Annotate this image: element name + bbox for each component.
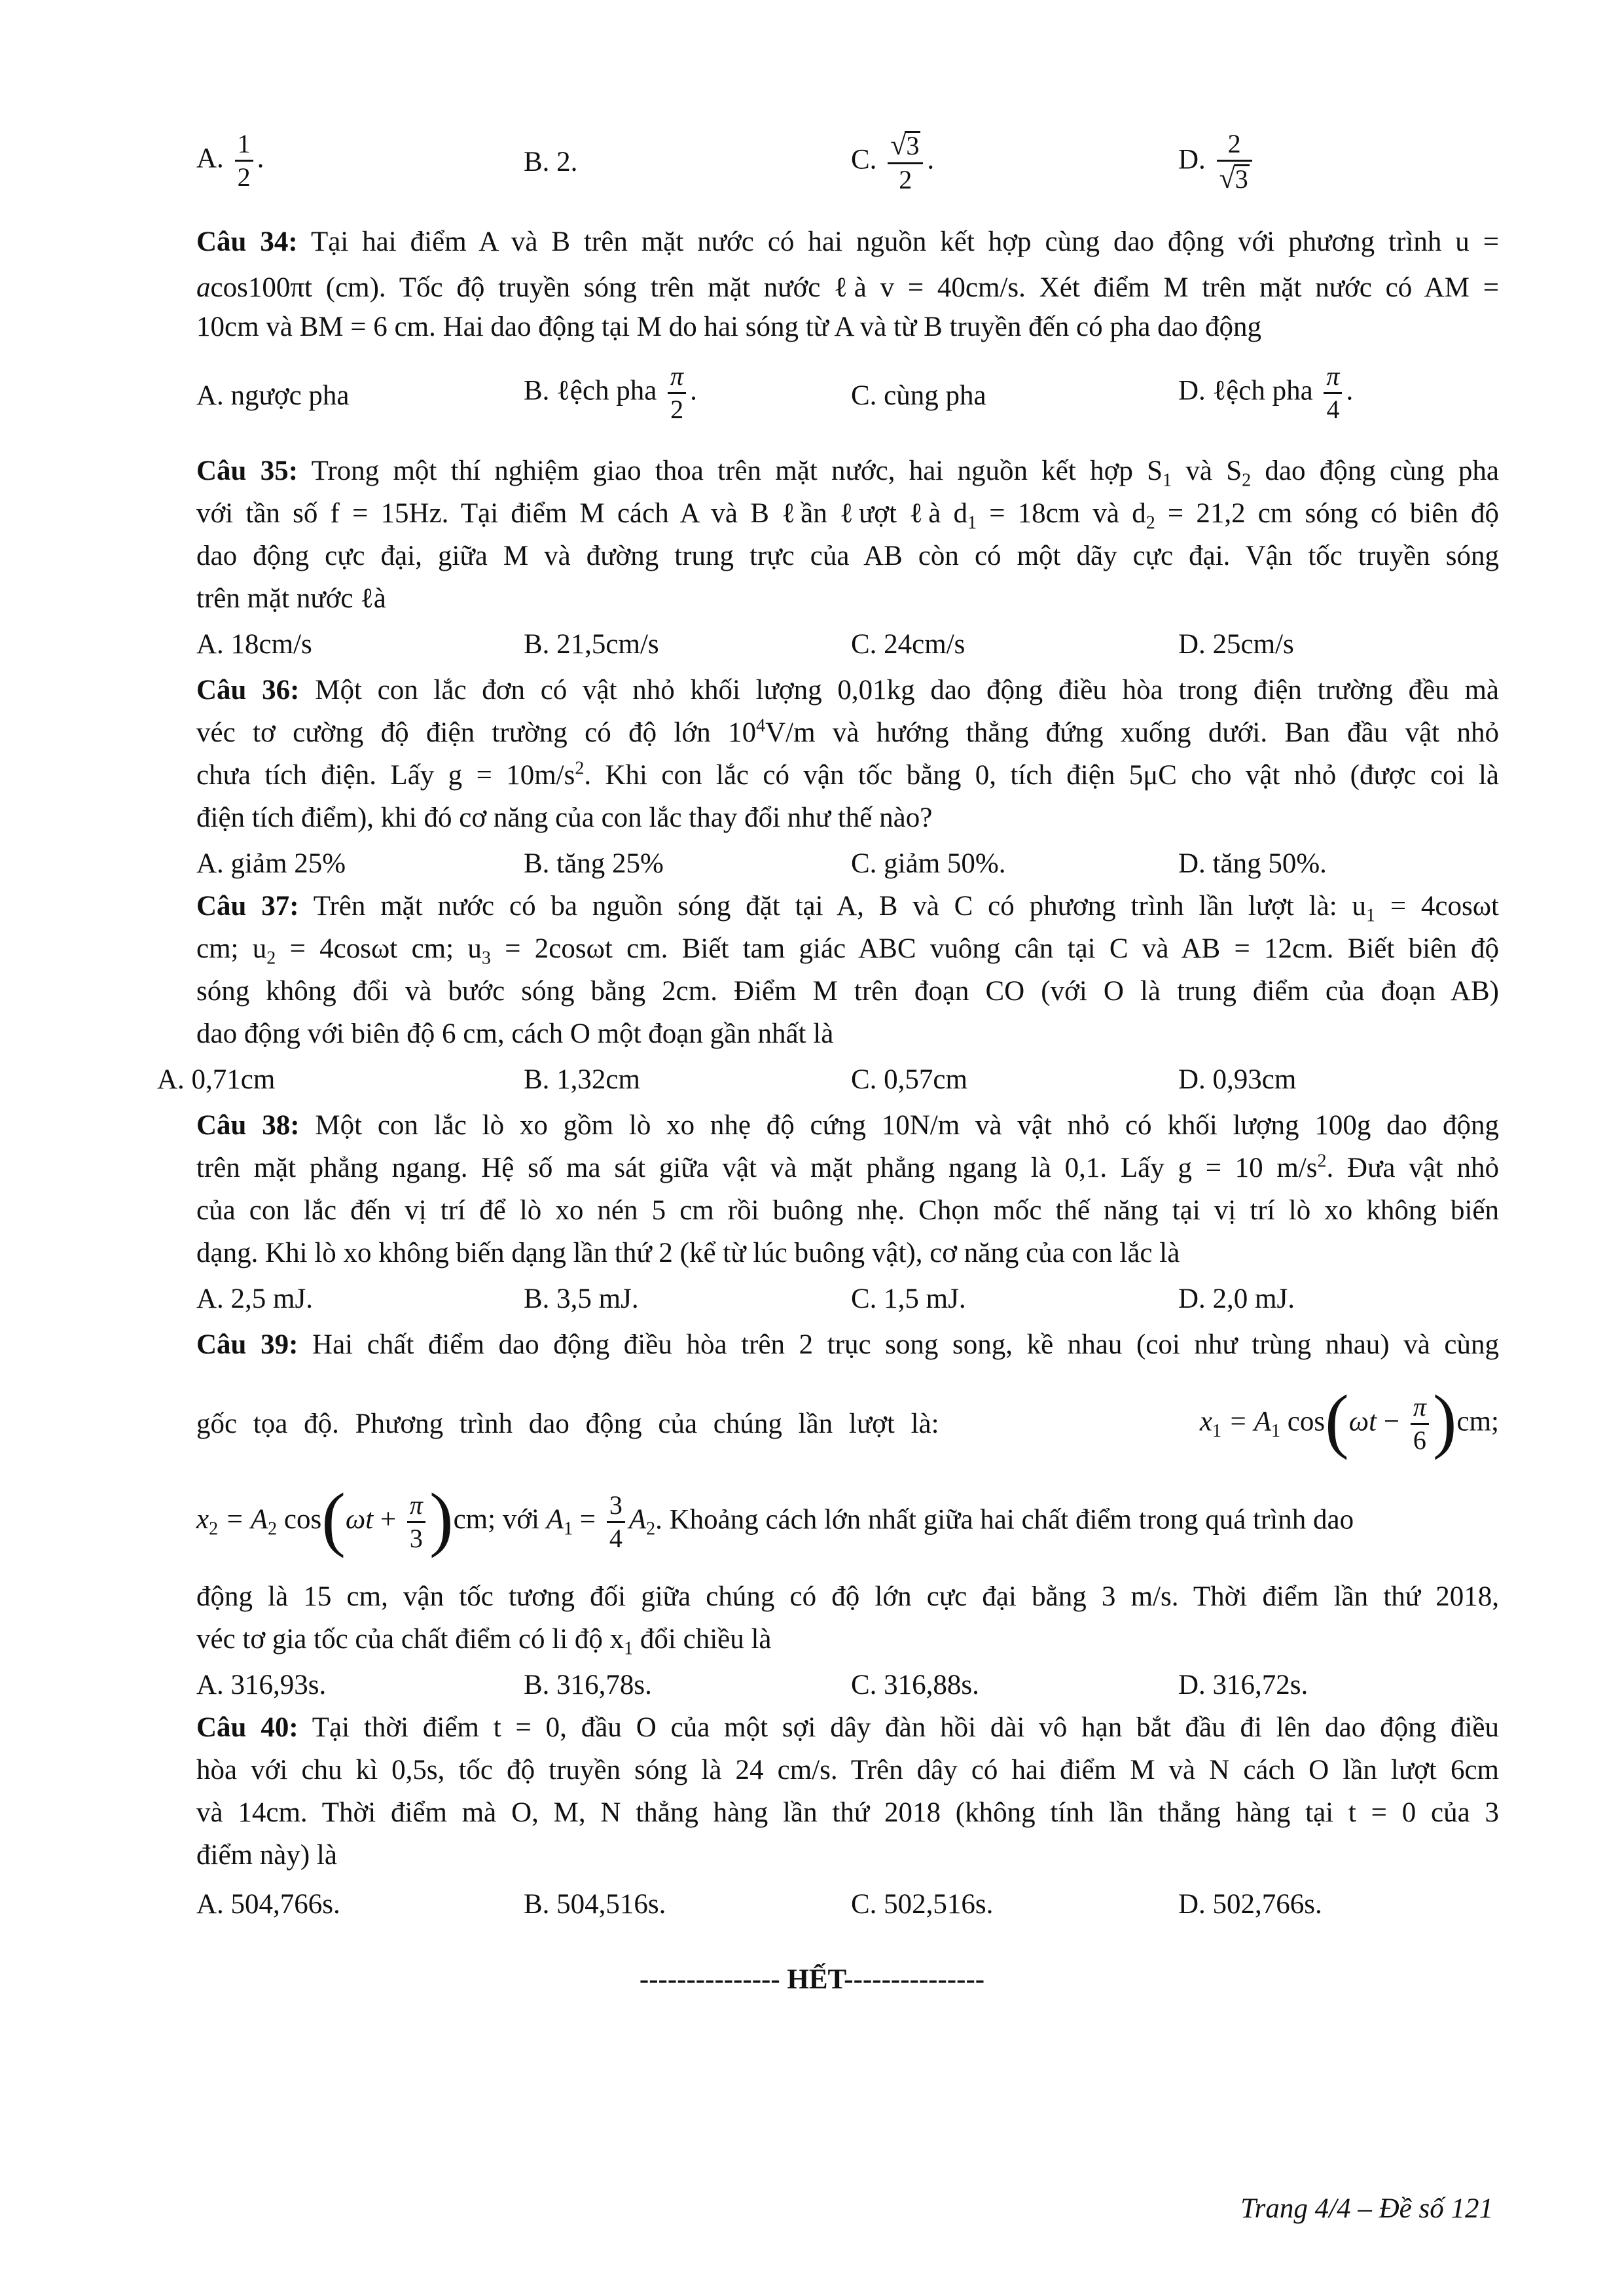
q38-line-4: dạng. Khi lò xo không biến dạng lần thứ 2 (kể từ lúc buông vật), cơ năng của con lắc là: [196, 1238, 1180, 1268]
q39-option-c: C. 316,88s.: [851, 1670, 979, 1700]
q38-line-2: trên mặt phẳng ngang. Hệ số ma sát giữa vật và mặt phẳng ngang là 0,1. Lấy g = 10 $m/s^2$. Đưa vật nhỏ: [196, 1151, 1499, 1183]
q33-option-d: D. $\frac{2}{√3}$: [1178, 131, 1256, 193]
q36-option-b: B. tăng 25%: [524, 848, 664, 879]
q35-line-3: dao động cực đại, giữa M và đường trung trực của AB còn có một dãy cực đại. Vận tốc truyền sóng: [196, 541, 1499, 571]
q38-option-d: D. 2,0 mJ.: [1178, 1283, 1295, 1314]
q39-option-b: B. 316,78s.: [524, 1670, 652, 1700]
q34-option-a: A. ngược pha: [196, 380, 350, 411]
q37-line-2: cm; $u_2 = 4\cos\omega t$ cm; $u_3 = 2\cos\omega t$ cm. Biết tam giác ABC vuông cân tại C và AB = 12cm. Biết biên độ: [196, 933, 1499, 969]
q35-line-4: trên mặt nước ℓà: [196, 583, 386, 614]
q36-line-2: véc tơ cường độ điện trường có độ lớn $10^4V/m$ và hướng thẳng đứng xuống dưới. Ban đầu vật nhỏ: [196, 715, 1499, 748]
page-footer: Trang 4/4 – Đề số 121: [1240, 2193, 1493, 2224]
q37-option-b: B. 1,32cm: [524, 1064, 640, 1095]
q39-equation-x2: $x_2 = A_2$ cos(ωt + $\frac{\pi}{3}$ )cm; với: [196, 1478, 540, 1558]
q38-line-3: của con lắc đến vị trí để lò xo nén 5 cm rồi buông nhẹ. Chọn mốc thế năng tại vị trí lò xo không biến: [196, 1195, 1499, 1226]
q37-line-4: dao động với biên độ 6 cm, cách O một đoạn gần nhất là: [196, 1018, 834, 1049]
q36-option-c: C. giảm 50%.: [851, 848, 1006, 879]
q40-option-c: C. 502,516s.: [851, 1889, 994, 1920]
q40-line-3: và 14cm. Thời điểm mà O, M, N thẳng hàng lần thứ 2018 (không tính lần thẳng hàng tại t = 0 của 3: [196, 1797, 1499, 1828]
q36-option-a: A. giảm 25%: [196, 848, 346, 879]
q38-option-b: B. 3,5 mJ.: [524, 1283, 639, 1314]
q37-line-1: Câu 37: Trên mặt nước có ba nguồn sóng đặt tại A, B và C có phương trình lần lượt là: $u_1 = 4\cos\omega t$: [196, 891, 1499, 926]
q40-line-4: điểm này) là: [196, 1840, 337, 1871]
q35-line-2: với tần số f = 15Hz. Tại điểm M cách A và B ℓần ℓượt ℓà $d_1 = 18cm$ và $d_2 = 21,2$ cm sóng có biên độ: [196, 498, 1499, 533]
q37-line-3: sóng không đổi và bước sóng bằng 2cm. Điểm M trên đoạn CO (với O là trung điểm của đoạn AB): [196, 976, 1499, 1007]
q39-line-5: véc tơ gia tốc của chất điểm có li độ $x_1$ đổi chiều là: [196, 1624, 772, 1659]
q37-option-d: D. 0,93cm: [1178, 1064, 1297, 1095]
q38-line-1: Câu 38: Một con lắc lò xo gồm lò xo nhẹ độ cứng 10N/m và vật nhỏ có khối lượng 100g dao động: [196, 1110, 1500, 1141]
q39-option-a: A. 316,93s.: [196, 1670, 327, 1700]
q34-option-b: B. ℓệch pha $\frac{\pi}{2}$ .: [524, 361, 697, 424]
q39-equation-x1: $x_1 = A_1$ cos(ωt − $\frac{\pi}{6}$ )cm;: [1199, 1380, 1499, 1460]
q40-line-1: Câu 40: Tại thời điểm t = 0, đầu O của một sợi dây đàn hồi dài vô hạn bắt đầu đi lên dao động điều: [196, 1712, 1499, 1743]
q37-option-a: A. 0,71cm: [157, 1064, 276, 1095]
q34-line-3: 10cm và BM = 6 cm. Hai dao động tại M do hai sóng từ A và từ B truyền đến có pha dao động: [196, 312, 1261, 342]
q39-amplitude-ratio: $A_1$ = $\frac{3}{4}$ $A_2$: [546, 1490, 656, 1553]
q39-line-3: $x_2 = A_2$ cos(ωt + $\frac{\pi}{3}$ )cm; với $A_1$ = $\frac{3}{4}$ $A_2$. Khoảng cách lớn nhất giữa hai chất điểm trong quá trình dao: [196, 1478, 1354, 1558]
q39-option-d: D. 316,72s.: [1178, 1670, 1308, 1700]
q34-option-c: C. cùng pha: [851, 380, 986, 411]
q39-line-1: Câu 39: Hai chất điểm dao động điều hòa trên 2 trục song song, kề nhau (coi như trùng nhau) và cùng: [196, 1329, 1499, 1360]
q33-option-b: B. 2.: [524, 147, 578, 177]
q36-line-4: điện tích điểm), khi đó cơ năng của con lắc thay đổi như thế nào?: [196, 802, 933, 833]
q33-option-c: C. $\frac{√3}{2}$ .: [851, 129, 935, 194]
q35-line-1: Câu 35: Trong một thí nghiệm giao thoa trên mặt nước, hai nguồn kết hợp $S_1$ và $S_2$ dao động cùng pha: [196, 456, 1499, 491]
q36-option-d: D. tăng 50%.: [1178, 848, 1327, 879]
q40-option-a: A. 504,766s.: [196, 1889, 340, 1920]
q35-option-c: C. 24cm/s: [851, 629, 965, 660]
q36-line-1: Câu 36: Một con lắc đơn có vật nhỏ khối lượng 0,01kg dao động điều hòa trong điện trường đều mà: [196, 675, 1500, 706]
q35-option-b: B. 21,5cm/s: [524, 629, 659, 660]
q35-option-d: D. 25cm/s: [1178, 629, 1294, 660]
q37-option-c: C. 0,57cm: [851, 1064, 967, 1095]
q39-line-4: động là 15 cm, vận tốc tương đối giữa chúng có độ lớn cực đại bằng 3 m/s. Thời điểm lần thứ 2018,: [196, 1581, 1499, 1612]
q35-option-a: A. 18cm/s: [196, 629, 312, 660]
q33-option-a: A. $\frac{1}{2}$ .: [196, 129, 264, 192]
q40-line-2: hòa với chu kì 0,5s, tốc độ truyền sóng là 24 cm/s. Trên dây có hai điểm M và N cách O lần lượt 6cm: [196, 1755, 1499, 1785]
q38-option-c: C. 1,5 mJ.: [851, 1283, 966, 1314]
q36-line-3: chưa tích điện. Lấy $g = 10m/s^2$. Khi con lắc có vận tốc bằng 0, tích điện 5μC cho vật nhỏ (được coi là: [196, 758, 1499, 791]
q40-option-b: B. 504,516s.: [524, 1889, 666, 1920]
q39-line-2: gốc tọa độ. Phương trình dao động của chúng lần lượt là: $x_1 = A_1$ cos(ωt − $\frac{\pi}{6}$ )cm;: [196, 1380, 1499, 1460]
q38-option-a: A. 2,5 mJ.: [196, 1283, 313, 1314]
q34-line-2: acos100πt (cm). Tốc độ truyền sóng trên mặt nước ℓà v = 40cm/s. Xét điểm M trên mặt nước có AM =: [196, 272, 1499, 303]
q34-line-1: Câu 34: Tại hai điểm A và B trên mặt nước có hai nguồn kết hợp cùng dao động với phương trình u =: [196, 226, 1499, 257]
q34-option-d: D. ℓệch pha $\frac{\pi}{4}$ .: [1178, 361, 1354, 424]
end-marker: --------------- HẾT---------------: [639, 1964, 985, 1995]
q40-option-d: D. 502,766s.: [1178, 1889, 1322, 1920]
